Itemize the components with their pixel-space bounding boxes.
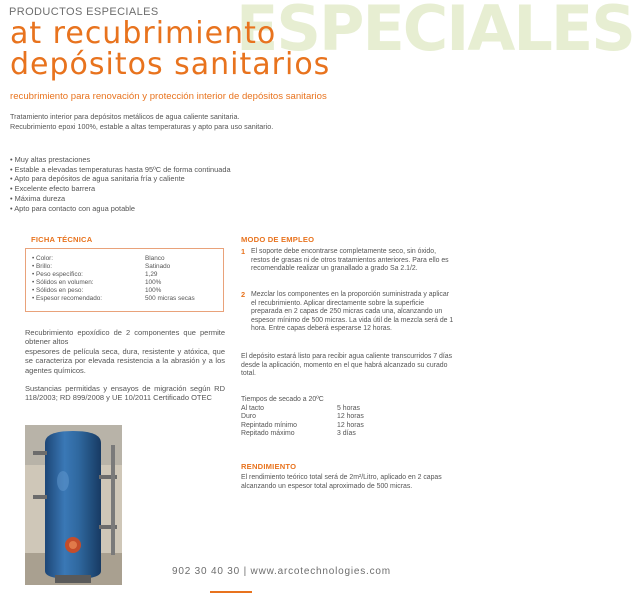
- instruction-step: [241, 248, 455, 274]
- spec-row: [32, 255, 217, 263]
- feature-item: • Apto para depósitos de agua sanitaria fría y caliente: [10, 174, 185, 184]
- spec-value: 100%: [145, 279, 162, 287]
- product-description: [25, 328, 225, 403]
- modo-de-empleo-heading: MODO DE EMPLEO: [241, 235, 315, 244]
- page-title-line1: at recubrimiento: [10, 16, 277, 51]
- drying-row: [241, 430, 455, 439]
- instruction-step: [241, 291, 455, 334]
- description-line: Recubrimiento epoxídico de 2 componentes que permite obtener altos: [25, 328, 225, 347]
- footer-contact: 902 30 40 30 | www.arcotechnologies.com: [172, 566, 391, 577]
- drying-value: 5 horas: [337, 404, 360, 412]
- drying-label: Al tacto: [241, 404, 264, 412]
- spec-label: • Sólidos en volumen:: [32, 279, 94, 287]
- ficha-tecnica-heading: FICHA TÉCNICA: [31, 235, 93, 244]
- ficha-tecnica-box: [25, 248, 224, 312]
- intro-text: [10, 112, 460, 131]
- feature-item: • Estable a elevadas temperaturas hasta 95ºC de forma continuada: [10, 164, 231, 174]
- spec-value: Satinado: [145, 263, 171, 271]
- spec-label: • Peso específico:: [32, 271, 83, 279]
- drying-row: [241, 413, 455, 422]
- spec-row: [32, 263, 217, 271]
- spec-label: • Sólidos en peso:: [32, 287, 84, 295]
- feature-item: • Apto para contacto con agua potable: [10, 203, 136, 213]
- rendimiento-text: El rendimiento teórico total será de 2m²/Litro, aplicado en 2 capas alcanzando un espesor total aproximado de 500 micras.: [241, 474, 442, 490]
- feature-item: • Excelente efecto barrera: [10, 184, 96, 194]
- drying-label: Repintado mínimo: [241, 421, 297, 429]
- intro-line: Tratamiento interior para depósitos metálicos de agua caliente sanitaria.: [10, 112, 240, 121]
- background-watermark: ESPECIALES: [236, 0, 634, 65]
- drying-times-title: Tiempos de secado a 20ºC: [241, 396, 324, 403]
- description-paragraph: espesores de película seca, dura, resistente y atóxica, que se caracteriza por elevada resistencia a la abrasión y a los agentes químicos.: [25, 346, 225, 375]
- spec-row: [32, 287, 217, 295]
- spec-value: 500 micras secas: [145, 295, 195, 303]
- page-subtitle: recubrimiento para renovación y protección interior de depósitos sanitarios: [10, 91, 327, 102]
- drying-value: 12 horas: [337, 421, 364, 429]
- step-number: 1: [241, 247, 246, 256]
- drying-value: 12 horas: [337, 413, 364, 421]
- step-number: 2: [241, 290, 246, 299]
- page-title-line2: depósitos sanitarios: [10, 47, 331, 82]
- drying-value: 3 días: [337, 430, 356, 438]
- drying-row: [241, 405, 455, 414]
- spec-label: • Espesor recomendado:: [32, 295, 103, 303]
- spec-row: [32, 271, 217, 279]
- drying-label: Duro: [241, 413, 256, 421]
- rendimiento-heading: RENDIMIENTO: [241, 462, 297, 471]
- spec-label: • Brillo:: [32, 263, 52, 271]
- spec-value: Blanco: [145, 255, 165, 262]
- certification-paragraph: Sustancias permitidas y ensayos de migración según RD 118/2003; RD 899/2008 y UE 10/2011 Certificado OTEC: [25, 384, 225, 403]
- step-text: El soporte debe encontrarse completamente seco, sin óxido, restos de grasas ni de otros tratamientos anteriores. Para ello es recomendable realizar un granallado a grado Sa 2.1/2.: [251, 248, 449, 273]
- tank-photo: [25, 425, 122, 585]
- category-label: PRODUCTOS ESPECIALES: [9, 6, 159, 18]
- water-tank-illustration: [25, 425, 122, 585]
- drying-times: [241, 396, 455, 439]
- feature-item: • Muy altas prestaciones: [10, 155, 91, 164]
- step-text: Mezclar los componentes en la proporción suministrada y aplicar el recubrimiento. Aplicar directamente sobre la superficie preparada en 2 capas de 250 micras cada una, alcanzando un espesor mínimo de 500 micras. La vida útil de la mezcla será de 1 hora. Entre capas deberá esperarse 12 horas.: [251, 291, 454, 333]
- spec-value: 100%: [145, 287, 162, 295]
- features-list: [10, 155, 310, 213]
- spec-row: [32, 295, 217, 303]
- drying-row: [241, 422, 455, 431]
- drying-label: Repitado máximo: [241, 430, 295, 438]
- spec-value: 1,29: [145, 271, 158, 279]
- feature-item: • Máxima dureza: [10, 193, 66, 203]
- intro-line: Recubrimiento epoxi 100%, estable a altas temperaturas y apto para uso sanitario.: [10, 121, 274, 131]
- spec-row: [32, 279, 217, 287]
- curing-note: El depósito estará listo para recibir agua caliente transcurridos 7 días desde la aplicación, momento en el que habrá alcanzado su curado total.: [241, 353, 453, 378]
- spec-label: • Color:: [32, 255, 54, 262]
